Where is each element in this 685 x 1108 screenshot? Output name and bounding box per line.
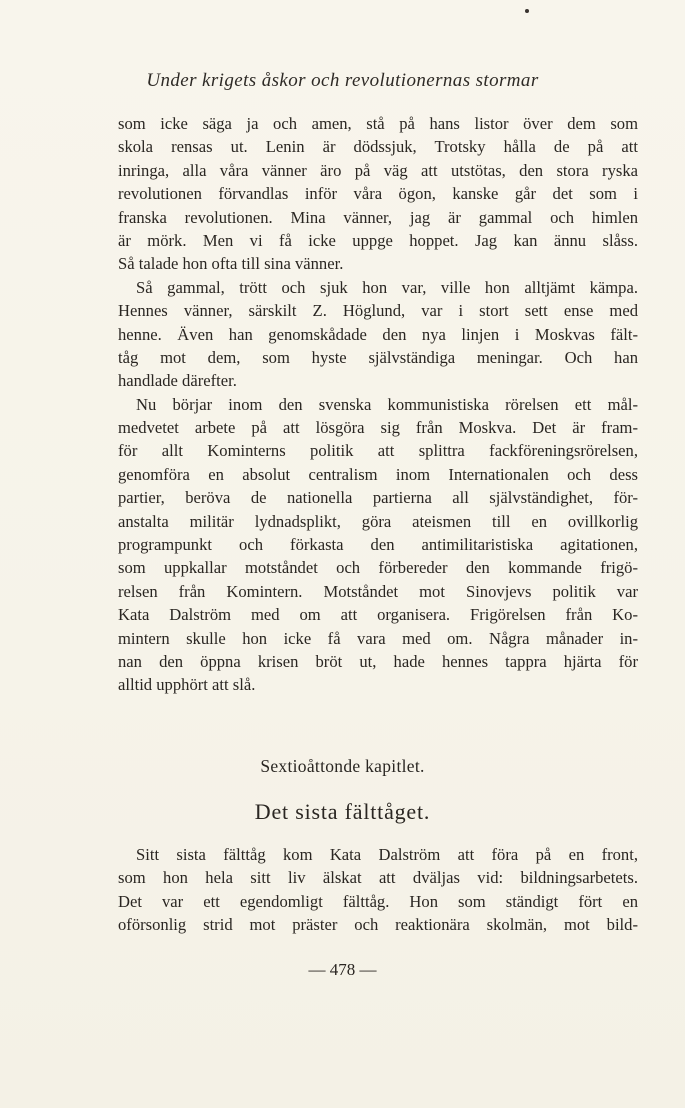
text-line: franska revolutionen. Mina vänner, jag är gammal och himlen [118, 207, 638, 227]
text-line: som icke säga ja och amen, stå på hans listor över dem som [118, 114, 638, 133]
text-line: inringa, alla våra vänner äro på väg att utstötas, den stora ryska [118, 160, 638, 180]
text-line: partier, beröva de nationella partierna all självständighet, för- [118, 488, 638, 508]
chapter-title: Det sista fälttåget. [254, 799, 431, 824]
text-line: Nu börjar inom den svenska kommunistiska rörelsen ett mål- [136, 394, 638, 414]
text-line: oförsonlig strid mot präster och reaktionära skolmän, mot bild- [118, 915, 638, 935]
page-number: — 478 — [308, 960, 377, 979]
text-line: programpunkt och förkasta den antimilitaristiska agitationen, [118, 535, 638, 555]
text-line: mintern skulle hon icke få vara med om. Några månader in- [118, 628, 638, 648]
text-line: medvetet arbete på att lösgöra sig från Moskva. Det är fram- [118, 418, 638, 438]
text-line: Hennes vänner, särskilt Z. Höglund, var i stort sett ense med [118, 301, 638, 321]
text-line: Det var ett egendomligt fälttåg. Hon som ständigt fört en [118, 891, 638, 911]
text-line: nan den öppna krisen bröt ut, hade hennes tappra hjärta för [118, 651, 638, 671]
text-line: Sitt sista fälttåg kom Kata Dalström att föra på en front, [136, 845, 638, 864]
text-line: för allt Kominterns politik att splittra fackföreningsrörelsen, [118, 441, 638, 461]
text-line: alltid upphört att slå. [118, 675, 256, 695]
text-line: tåg mot dem, som hyste självständiga meningar. Och han [118, 347, 638, 367]
running-head: Under krigets åskor och revolutionernas stormar [146, 70, 539, 91]
text-line: skola rensas ut. Lenin är dödssjuk, Trotsky hålla de på att [118, 137, 638, 157]
text-line: genomföra en absolut centralism inom Internationalen och dess [118, 464, 638, 484]
body-text-after-chapter [118, 843, 638, 937]
text-line: Så gammal, trött och sjuk hon var, ville hon alltjämt kämpa. [136, 277, 638, 297]
ink-speck [525, 9, 529, 13]
text-line: Kata Dalström med om att organisera. Frigörelsen från Ko- [118, 605, 638, 625]
text-line: som hon hela sitt liv älskat att dväljas vid: bildningsarbetets. [118, 868, 638, 888]
body-text-before-chapter [118, 112, 638, 697]
text-line: som uppkallar motståndet och förbereder den kommande frigö- [118, 558, 638, 578]
text-line: handlade därefter. [118, 371, 237, 391]
text-line: relsen från Komintern. Motståndet mot Sinovjevs politik var [118, 581, 638, 601]
text-line: är mörk. Men vi få icke uppge hoppet. Jag kan ännu slåss. [118, 230, 638, 250]
chapter-number: Sextioåttonde kapitlet. [260, 756, 425, 776]
text-line: revolutionen förvandlas inför våra ögon, kanske går det som i [118, 184, 638, 204]
text-line: anstalta militär lydnadsplikt, göra ateismen till en ovillkorlig [118, 511, 638, 531]
text-line: Så talade hon ofta till sina vänner. [118, 254, 344, 274]
text-line: henne. Även han genomskådade den nya linjen i Moskvas fält- [118, 324, 638, 344]
